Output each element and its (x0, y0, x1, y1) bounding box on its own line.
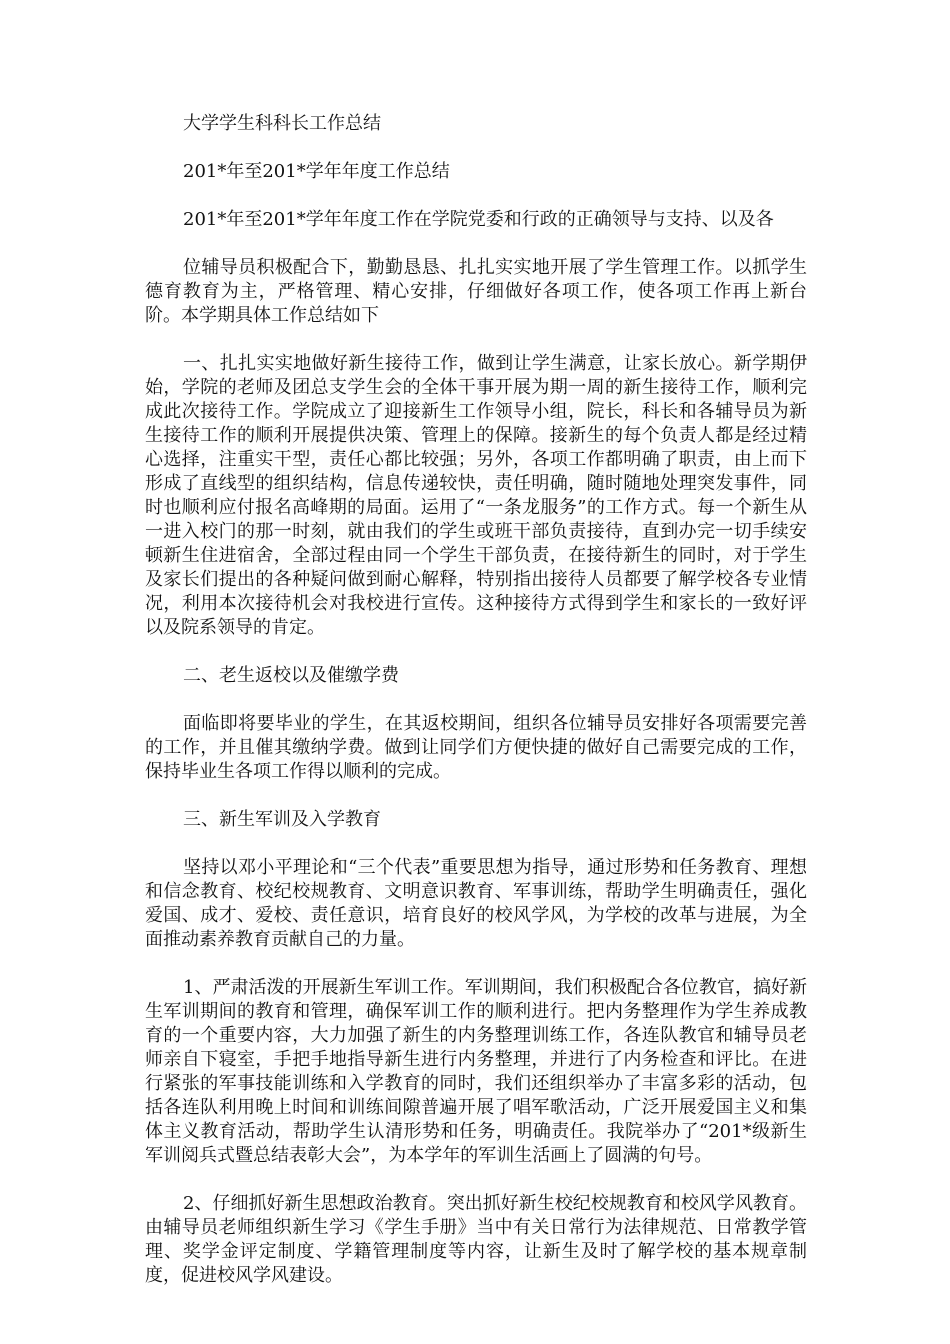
paragraph-section-3: 坚持以邓小平理论和“三个代表”重要思想为指导，通过形势和任务教育、理想和信念教育、校纪校规教育、文明意识教育、军事训练，帮助学生明确责任，强化爱国、成才、爱校、责任意识，培育良好的校风学风，为学校的改革与进展，为全面推动素养教育贡献自己的力量。 (145, 857, 807, 950)
document-body (145, 112, 807, 1312)
paragraph-intro-line: 201*年至201*学年年度工作在学院党委和行政的正确领导与支持、以及各 (183, 209, 774, 230)
section-heading-3: 三、新生军训及入学教育 (183, 809, 381, 830)
paragraph-item-2: 2、仔细抓好新生思想政治教育。突出抓好新生校纪校规教育和校风学风教育。由辅导员老师组织新生学习《学生手册》当中有关日常行为法律规范、日常教学管理、奖学金评定制度、学籍管理制度等内容，让新生及时了解学校的基本规章制度，促进校风学风建设。 (145, 1193, 807, 1286)
paragraph-intro: 位辅导员积极配合下，勤勤恳恳、扎扎实实地开展了学生管理工作。以抓学生德育教育为主，严格管理、精心安排，仔细做好各项工作，使各项工作再上新台阶。本学期具体工作总结如下 (145, 257, 807, 326)
document-subtitle: 201*年至201*学年年度工作总结 (183, 161, 450, 182)
section-heading-2: 二、老生返校以及催缴学费 (183, 665, 399, 686)
document-title: 大学学生科科长工作总结 (183, 113, 381, 134)
paragraph-item-1: 1、严肃活泼的开展新生军训工作。军训期间，我们积极配合各位教官，搞好新生军训期间的教育和管理，确保军训工作的顺利进行。把内务整理作为学生养成教育的一个重要内容，大力加强了新生的内务整理训练工作，各连队教官和辅导员老师亲自下寝室，手把手地指导新生进行内务整理，并进行了内务检查和评比。在进行紧张的军事技能训练和入学教育的同时，我们还组织举办了丰富多彩的活动，包括各连队利用晚上时间和训练间隙普遍开展了唱军歌活动，广泛开展爱国主义和集体主义教育活动，帮助学生认清形势和任务，明确责任。我院举办了“201*级新生军训阅兵式暨总结表彰大会”，为本学年的军训生活画上了圆满的句号。 (145, 977, 807, 1166)
paragraph-section-2: 面临即将要毕业的学生，在其返校期间，组织各位辅导员安排好各项需要完善的工作，并且催其缴纳学费。做到让同学们方便快捷的做好自己需要完成的工作，保持毕业生各项工作得以顺利的完成。 (145, 713, 807, 782)
paragraph-section-1: 一、扎扎实实地做好新生接待工作，做到让学生满意，让家长放心。新学期伊始，学院的老师及团总支学生会的全体干事开展为期一周的新生接待工作，顺利完成此次接待工作。学院成立了迎接新生工作领导小组，院长，科长和各辅导员为新生接待工作的顺利开展提供决策、管理上的保障。接新生的每个负责人都是经过精心选择，注重实干型，责任心都比较强；另外，各项工作都明确了职责，由上而下形成了直线型的组织结构，信息传递较快，责任明确，随时随地处理突发事件，同时也顺利应付报名高峰期的局面。运用了“一条龙服务”的工作方式。每一个新生从一进入校门的那一时刻，就由我们的学生或班干部负责接待，直到办完一切手续安顿新生住进宿舍，全部过程由同一个学生干部负责，在接待新生的同时，对于学生及家长们提出的各种疑问做到耐心解释，特别指出接待人员都要了解学校各专业情况，利用本次接待机会对我校进行宣传。这种接待方式得到学生和家长的一致好评以及院系领导的肯定。 (145, 353, 807, 638)
